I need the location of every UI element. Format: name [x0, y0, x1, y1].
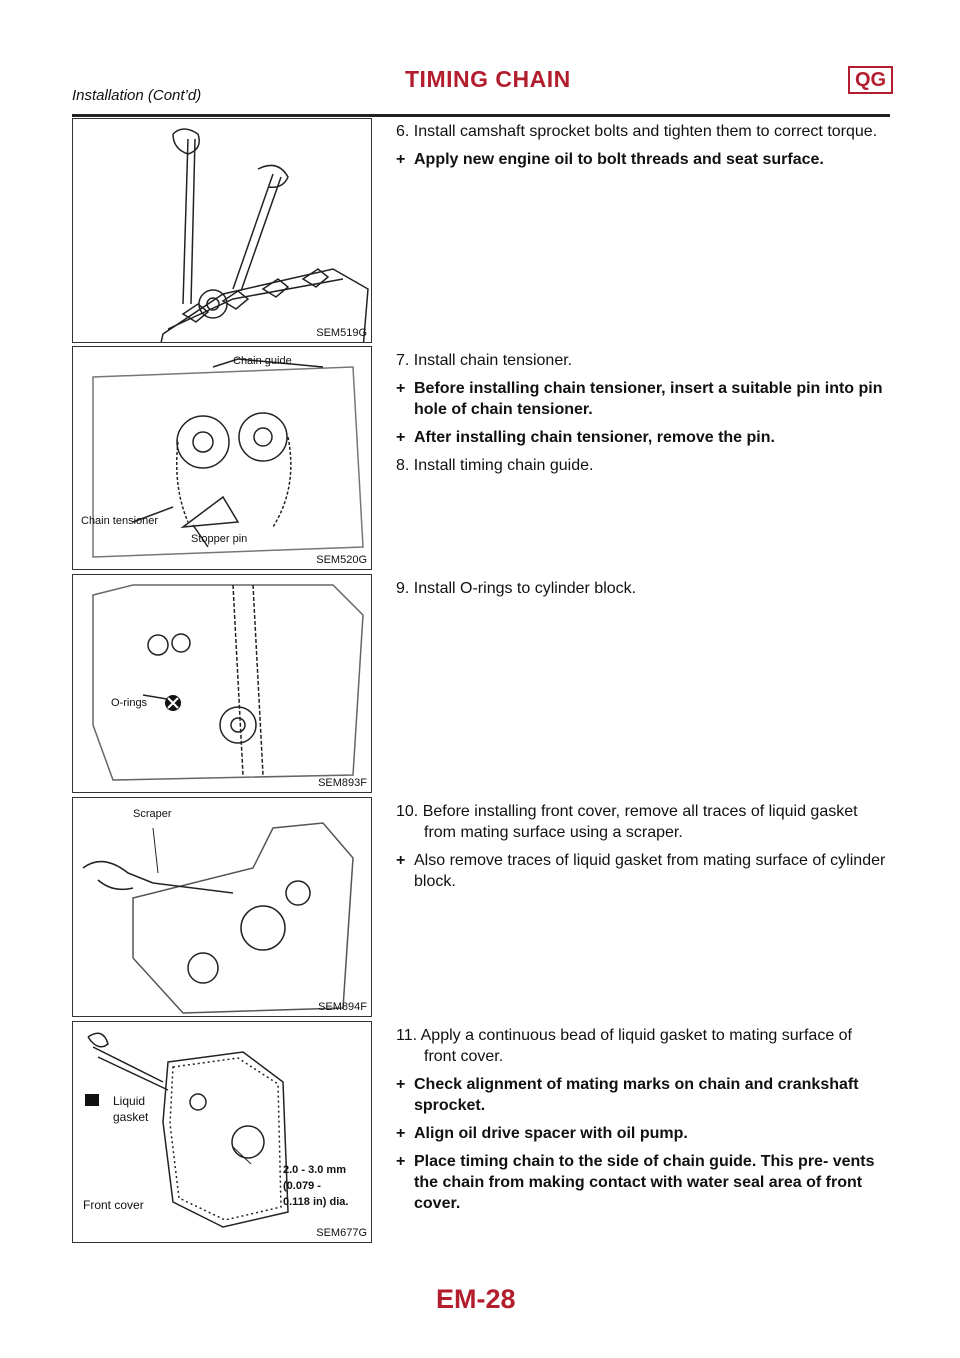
- figure-code: SEM677G: [316, 1227, 367, 1239]
- page-title: TIMING CHAIN: [405, 66, 571, 92]
- figure-code: SEM893F: [318, 777, 367, 789]
- section-step-11: [396, 1025, 888, 1221]
- figure-sem894f: [72, 797, 372, 1017]
- label-bead-size-mm: 2.0 - 3.0 mm: [283, 1164, 346, 1176]
- figure-sem519g: [72, 118, 372, 343]
- figure-code: SEM519G: [316, 327, 367, 339]
- label-bead-size-in-2: 0.118 in) dia.: [283, 1196, 349, 1208]
- label-bead-size-in-1: (0.079 -: [283, 1180, 321, 1192]
- section-step-6: [396, 121, 888, 177]
- figure-sem893f: [72, 574, 372, 793]
- bullet-item: + Align oil drive spacer with oil pump.: [396, 1125, 688, 1142]
- bullet-item: + Apply new engine oil to bolt threads and seat surface.: [396, 151, 824, 168]
- camshaft-sprocket-illustration: [73, 119, 372, 343]
- label-stopper-pin: Stopper pin: [191, 533, 248, 545]
- step-text: 11. Apply a continuous bead of liquid gasket to mating surface of front cover.: [396, 1027, 852, 1065]
- section-step-7-8: [396, 350, 888, 483]
- step-text: 7. Install chain tensioner.: [396, 352, 573, 369]
- header-divider: [72, 114, 890, 117]
- label-gasket: gasket: [113, 1110, 149, 1124]
- bullet-item: + After installing chain tensioner, remove the pin.: [396, 429, 775, 446]
- label-front-cover: Front cover: [83, 1198, 144, 1212]
- figure-sem520g: [72, 346, 372, 570]
- label-o-rings: O-rings: [111, 697, 148, 709]
- label-scraper: Scraper: [133, 808, 172, 820]
- page-subtitle: Installation (Cont’d): [72, 87, 202, 104]
- page-number: EM-28: [436, 1284, 516, 1314]
- bullet-item: + Place timing chain to the side of chain guide. This pre- vents the chain from making contact with water seal area of front cover.: [396, 1153, 875, 1212]
- step-text: 8. Install timing chain guide.: [396, 457, 594, 474]
- step-text: 10. Before installing front cover, remove all traces of liquid gasket from mating surface using a scraper.: [396, 803, 858, 841]
- figure-code: SEM520G: [316, 554, 367, 566]
- figure-sem677g: [72, 1021, 372, 1243]
- step-text: 6. Install camshaft sprocket bolts and tighten them to correct torque.: [396, 123, 878, 140]
- figure-code: SEM894F: [318, 1001, 367, 1013]
- bullet-item: + Before installing chain tensioner, insert a suitable pin into pin hole of chain tensioner.: [396, 380, 883, 418]
- label-chain-tensioner: Chain tensioner: [81, 515, 159, 527]
- label-chain-guide: Chain guide: [233, 355, 292, 367]
- section-step-10: [396, 801, 888, 899]
- bullet-item: + Also remove traces of liquid gasket from mating surface of cylinder block.: [396, 852, 886, 890]
- label-liquid: Liquid: [113, 1094, 146, 1108]
- o-rings-illustration: [73, 575, 372, 793]
- bullet-item: + Check alignment of mating marks on chain and crankshaft sprocket.: [396, 1076, 859, 1114]
- engine-badge: QG: [848, 66, 893, 94]
- section-step-9: [396, 578, 888, 606]
- scraper-illustration: [73, 798, 372, 1017]
- step-text: 9. Install O-rings to cylinder block.: [396, 580, 637, 597]
